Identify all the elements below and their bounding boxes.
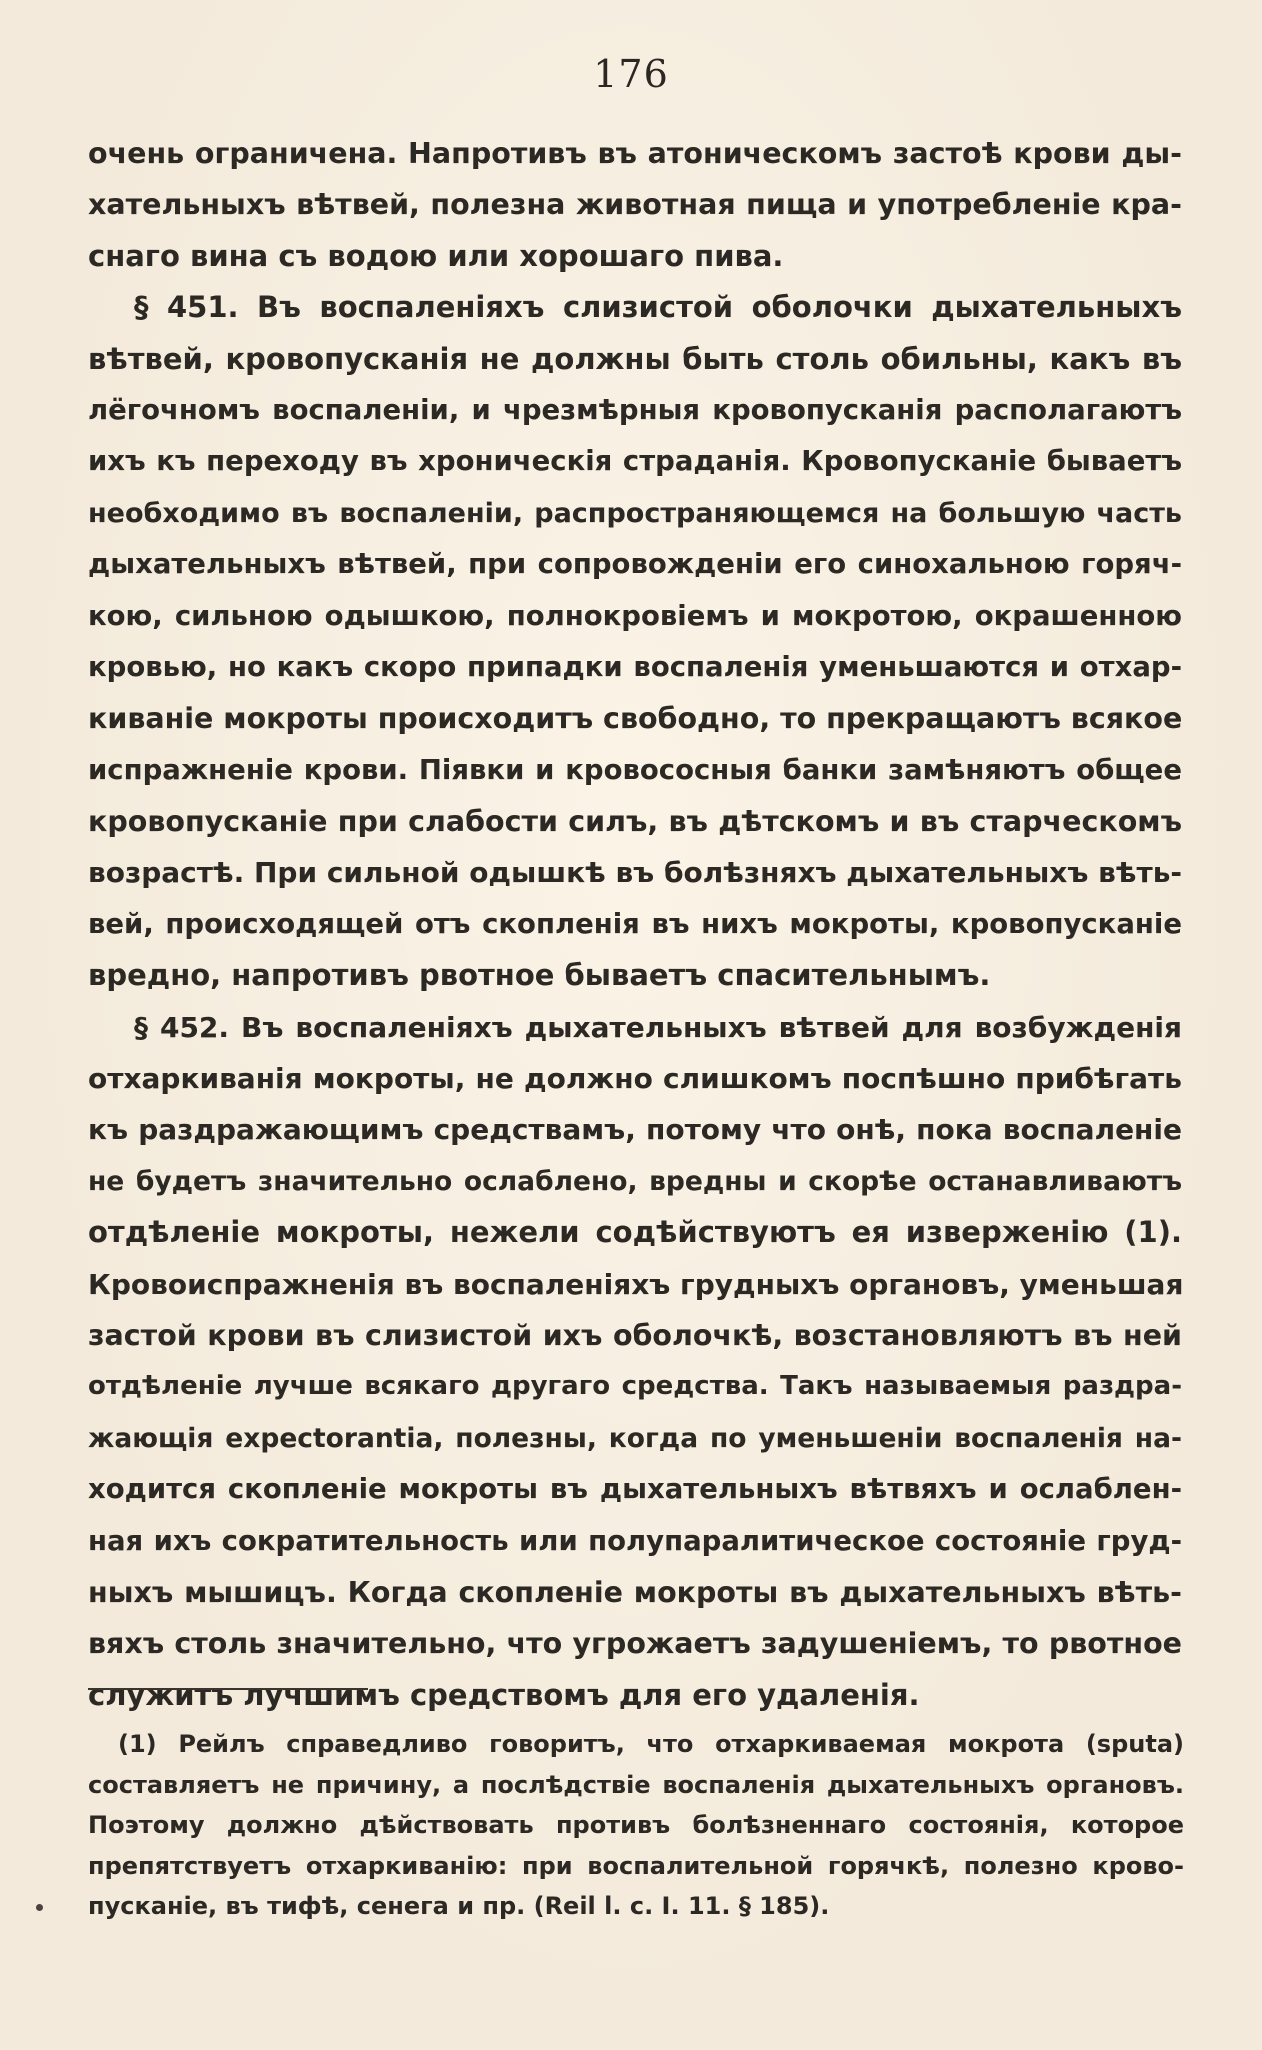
text-line: необходимо въ воспаленіи, распространяющемся на большую часть <box>88 497 1182 529</box>
paper-speck <box>36 1904 43 1911</box>
text-line: служитъ лучшимъ средствомъ для его удаленія. <box>88 1677 920 1712</box>
text-line: вяхъ столь значительно, что угрожаетъ задушеніемъ, то рвотное <box>88 1627 1182 1661</box>
text-line: кровопусканіе при слабости силъ, въ дѣтскомъ и въ старческомъ <box>88 805 1182 839</box>
text-line: ходится скопленіе мокроты въ дыхательныхъ вѣтвяхъ и ослаблен- <box>88 1473 1182 1506</box>
text-line: ихъ къ переходу въ хроническія страданія. Кровопусканіе бываетъ <box>88 445 1182 478</box>
text-line: хательныхъ вѣтвей, полезна животная пища и употребленіе кра- <box>88 188 1182 222</box>
footnote-line: (1) Рейлъ справедливо говоритъ, что отхаркиваемая мокрота (sputa) <box>118 1730 1184 1758</box>
footnote-line: Поэтому должно дѣйствовать противъ болѣзненнаго состоянія, которое <box>88 1811 1184 1839</box>
text-line: кою, сильною одышкою, полнокровіемъ и мокротою, окрашенною <box>88 599 1182 632</box>
text-line: ныхъ мышицъ. Когда скопленіе мокроты въ дыхательныхъ вѣть- <box>88 1575 1182 1609</box>
text-line: кровью, но какъ скоро припадки воспаленія уменьшаются и отхар- <box>88 650 1182 683</box>
text-line: отхаркиванія мокроты, не должно слишкомъ поспѣшно прибѣгать <box>88 1062 1182 1096</box>
footnote <box>88 1724 1184 1927</box>
text-line: испражненіе крови. Піявки и кровососныя банки замѣняютъ общее <box>88 753 1182 786</box>
footnote-line: пусканіе, въ тифѣ, сенега и пр. (Reil l. c. I. 11. § 185). <box>88 1892 830 1920</box>
text-line: ная ихъ сократительность или полупаралитическое состояніе груд- <box>88 1524 1182 1557</box>
body-text <box>88 128 1182 1721</box>
text-line: Кровоиспражненія въ воспаленіяхъ грудныхъ органовъ, уменьшая <box>88 1267 1184 1301</box>
text-line: отдѣленіе лучше всякаго другаго средства. Такъ называемыя раздра- <box>88 1371 1182 1402</box>
text-line: отдѣленіе мокроты, нежели содѣйствуютъ ея изверженію (1). <box>88 1215 1182 1250</box>
text-line: снаго вина съ водою или хорошаго пива. <box>88 238 784 273</box>
text-line: не будетъ значительно ослаблено, вредны и скорѣе останавливаютъ <box>88 1165 1182 1197</box>
text-line: лёгочномъ воспаленіи, и чрезмѣрныя кровопусканія располагаютъ <box>88 393 1182 426</box>
text-line: дыхательныхъ вѣтвей, при сопровожденіи его синохальною горяч- <box>88 548 1182 581</box>
footnote-line: препятствуетъ отхаркиванію: при воспалительной горячкѣ, полезно крово- <box>88 1851 1184 1880</box>
text-line: возрастѣ. При сильной одышкѣ въ болѣзняхъ дыхательныхъ вѣть- <box>88 856 1183 890</box>
text-line: вѣтвей, кровопусканія не должны быть столь обильны, какъ въ <box>88 341 1182 376</box>
text-line: вей, происходящей отъ скопленія въ нихъ мокроты, кровопусканіе <box>88 907 1182 940</box>
text-line: вредно, напротивъ рвотное бываетъ спасительнымъ. <box>88 958 991 993</box>
page-number: 176 <box>593 52 669 96</box>
text-line: къ раздражающимъ средствамъ, потому что онѣ, пока воспаленіе <box>88 1113 1182 1147</box>
text-line: очень ограничена. Напротивъ въ атоническомъ застоѣ крови ды- <box>88 137 1182 170</box>
text-line: жающія expectorantia, полезны, когда по уменьшеніи воспаленія на- <box>88 1422 1182 1454</box>
footnote-separator <box>88 1688 368 1690</box>
text-line: § 452. Въ воспаленіяхъ дыхательныхъ вѣтвей для возбужденія <box>134 1010 1182 1044</box>
text-line: застой крови въ слизистой ихъ оболочкѣ, возстановляютъ въ ней <box>88 1318 1182 1352</box>
text-line: § 451. Въ воспаленіяхъ слизистой оболочки дыхательныхъ <box>134 290 1182 325</box>
text-line: киваніе мокроты происходитъ свободно, то прекращаютъ всякое <box>88 702 1183 736</box>
footnote-line: составляетъ не причину, а послѣдствіе воспаленія дыхательныхъ органовъ. <box>88 1770 1184 1799</box>
